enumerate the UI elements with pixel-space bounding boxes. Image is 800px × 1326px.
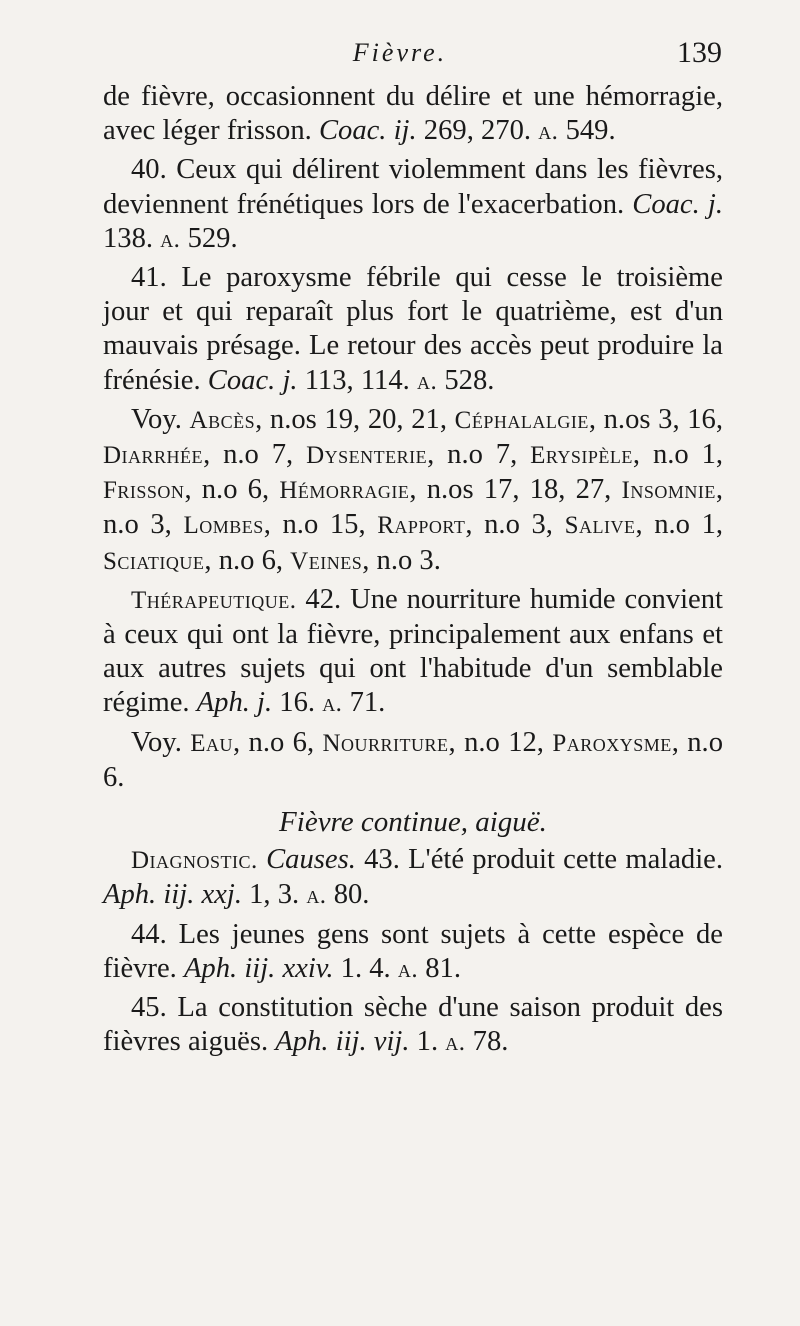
text-run: de fièvre, occasionnent du délire et une hémorragie, avec léger frisson.	[103, 81, 723, 147]
text-run: , n.o 3,	[103, 474, 723, 541]
text-run: , n.o 12,	[448, 726, 553, 758]
text-run: 528.	[437, 364, 495, 396]
text-run: , n.o 7,	[427, 439, 531, 471]
small-caps-text: Céphalalgie	[454, 406, 589, 434]
text-run: , n.o 1,	[632, 439, 724, 471]
paragraph	[103, 726, 723, 795]
text-run: 549.	[558, 115, 616, 147]
paragraph	[103, 261, 723, 399]
small-caps-text: Paroxysme	[552, 729, 672, 757]
small-caps-text: Eau	[190, 729, 234, 757]
small-caps-text: Diagnostic.	[131, 847, 258, 875]
italic-reference: Coac. ij.	[318, 115, 417, 147]
italic-reference: Aph. iij. xxiv.	[183, 952, 334, 984]
small-caps-text: Veines	[290, 547, 363, 575]
text-run: 269, 270.	[416, 115, 539, 147]
text-run	[258, 844, 266, 875]
text-run: 138.	[103, 222, 161, 254]
small-caps-text: Thérapeutique.	[131, 586, 297, 614]
italic-reference: Aph. j.	[196, 687, 273, 719]
small-caps-text: Hémorragie	[279, 477, 410, 505]
small-caps-text: a.	[160, 225, 181, 253]
small-caps-text: Salive	[564, 512, 636, 540]
small-caps-text: a.	[397, 955, 419, 983]
paragraph	[103, 80, 723, 149]
italic-reference: Aph. iij. vij.	[275, 1026, 410, 1058]
text-run: , n.o 6,	[184, 474, 280, 506]
text-run: 80.	[326, 879, 370, 911]
text-run: , n.o 7,	[203, 439, 307, 471]
text-run: , n.o 3.	[362, 544, 441, 576]
text-run: Voy.	[131, 403, 190, 435]
text-run: 1, 3.	[241, 879, 307, 911]
text-run: Fièvre continue, aiguë.	[279, 806, 547, 839]
small-caps-text: Diarrhée	[103, 442, 204, 470]
small-caps-text: Insomnie	[621, 477, 716, 505]
small-caps-text: Frisson	[103, 477, 185, 505]
page-header	[0, 36, 800, 76]
text-run: , n.os 19, 20, 21,	[255, 403, 455, 435]
paragraph	[103, 918, 723, 987]
italic-reference: Coac. j.	[632, 188, 723, 220]
small-caps-text: Nourriture	[322, 729, 449, 757]
text-run: , n.os 17, 18, 27,	[409, 474, 622, 506]
paragraph	[103, 991, 723, 1060]
small-caps-text: Abcès	[189, 406, 256, 434]
text-run: , n.o 15,	[263, 509, 378, 541]
small-caps-text: Erysipèle	[530, 442, 633, 470]
text-run: , n.o 3,	[465, 509, 565, 541]
small-caps-text: Sciatique	[103, 547, 205, 575]
small-caps-text: a.	[306, 882, 327, 910]
italic-reference: Aph. iij. xxj.	[103, 879, 242, 911]
small-caps-text: a.	[538, 118, 559, 146]
small-caps-text: a.	[416, 367, 438, 395]
text-run: 43. L'été produit cette maladie.	[355, 844, 724, 876]
text-run: , n.os 3, 16,	[588, 403, 723, 435]
text-run: 40. Ceux qui délirent violemment dans les fièvres, deviennent frénétiques lors de l'exacerbation.	[103, 154, 723, 220]
section-heading	[103, 805, 723, 839]
paragraph	[103, 843, 723, 913]
italic-reference: Coac. j.	[207, 364, 298, 396]
small-caps-text: Rapport	[377, 512, 466, 540]
paragraph	[103, 403, 723, 579]
small-caps-text: a.	[445, 1029, 466, 1057]
text-run: 44. Les jeunes gens sont sujets à cette espèce de fièvre.	[103, 918, 723, 984]
small-caps-text: a.	[322, 690, 343, 718]
text-run: 78.	[465, 1026, 509, 1058]
small-caps-text: Lombes	[183, 512, 264, 540]
text-run: 81.	[418, 952, 461, 984]
running-title: Fièvre.	[352, 38, 448, 67]
text-run: 529.	[180, 222, 238, 254]
small-caps-text: Dysenterie	[306, 442, 428, 470]
text-run: 45. La constitution sèche d'une saison produit des fièvres aiguës.	[103, 992, 723, 1058]
text-run: 1. 4.	[333, 952, 398, 984]
text-run: , n.o 6.	[103, 726, 724, 793]
paragraph	[103, 153, 723, 257]
text-run: , n.o 6,	[204, 544, 291, 576]
text-run: 42. Une nourriture humide convient à ceux qui ont la fièvre, principalement aux enfans et aux autres sujets qui ont l'habitude d'un semblable régime.	[103, 583, 723, 719]
text-body	[103, 80, 723, 1064]
text-run: 16.	[272, 687, 323, 719]
paragraph	[103, 583, 723, 722]
text-run: , n.o 6,	[233, 726, 323, 758]
text-run: 41. Le paroxysme fébrile qui cesse le troisième jour et qui reparaît plus fort le quatrième, est d'un mauvais présage. Le retour des accès peut produire la frénésie.	[103, 262, 723, 396]
text-run: , n.o 1,	[635, 509, 724, 541]
text-run: 71.	[342, 687, 386, 719]
text-run: 113, 114.	[297, 364, 417, 396]
italic-reference: Causes.	[266, 844, 356, 876]
text-run: 1.	[409, 1026, 446, 1058]
page-number: 139	[677, 36, 722, 69]
text-run: Voy.	[131, 726, 191, 758]
